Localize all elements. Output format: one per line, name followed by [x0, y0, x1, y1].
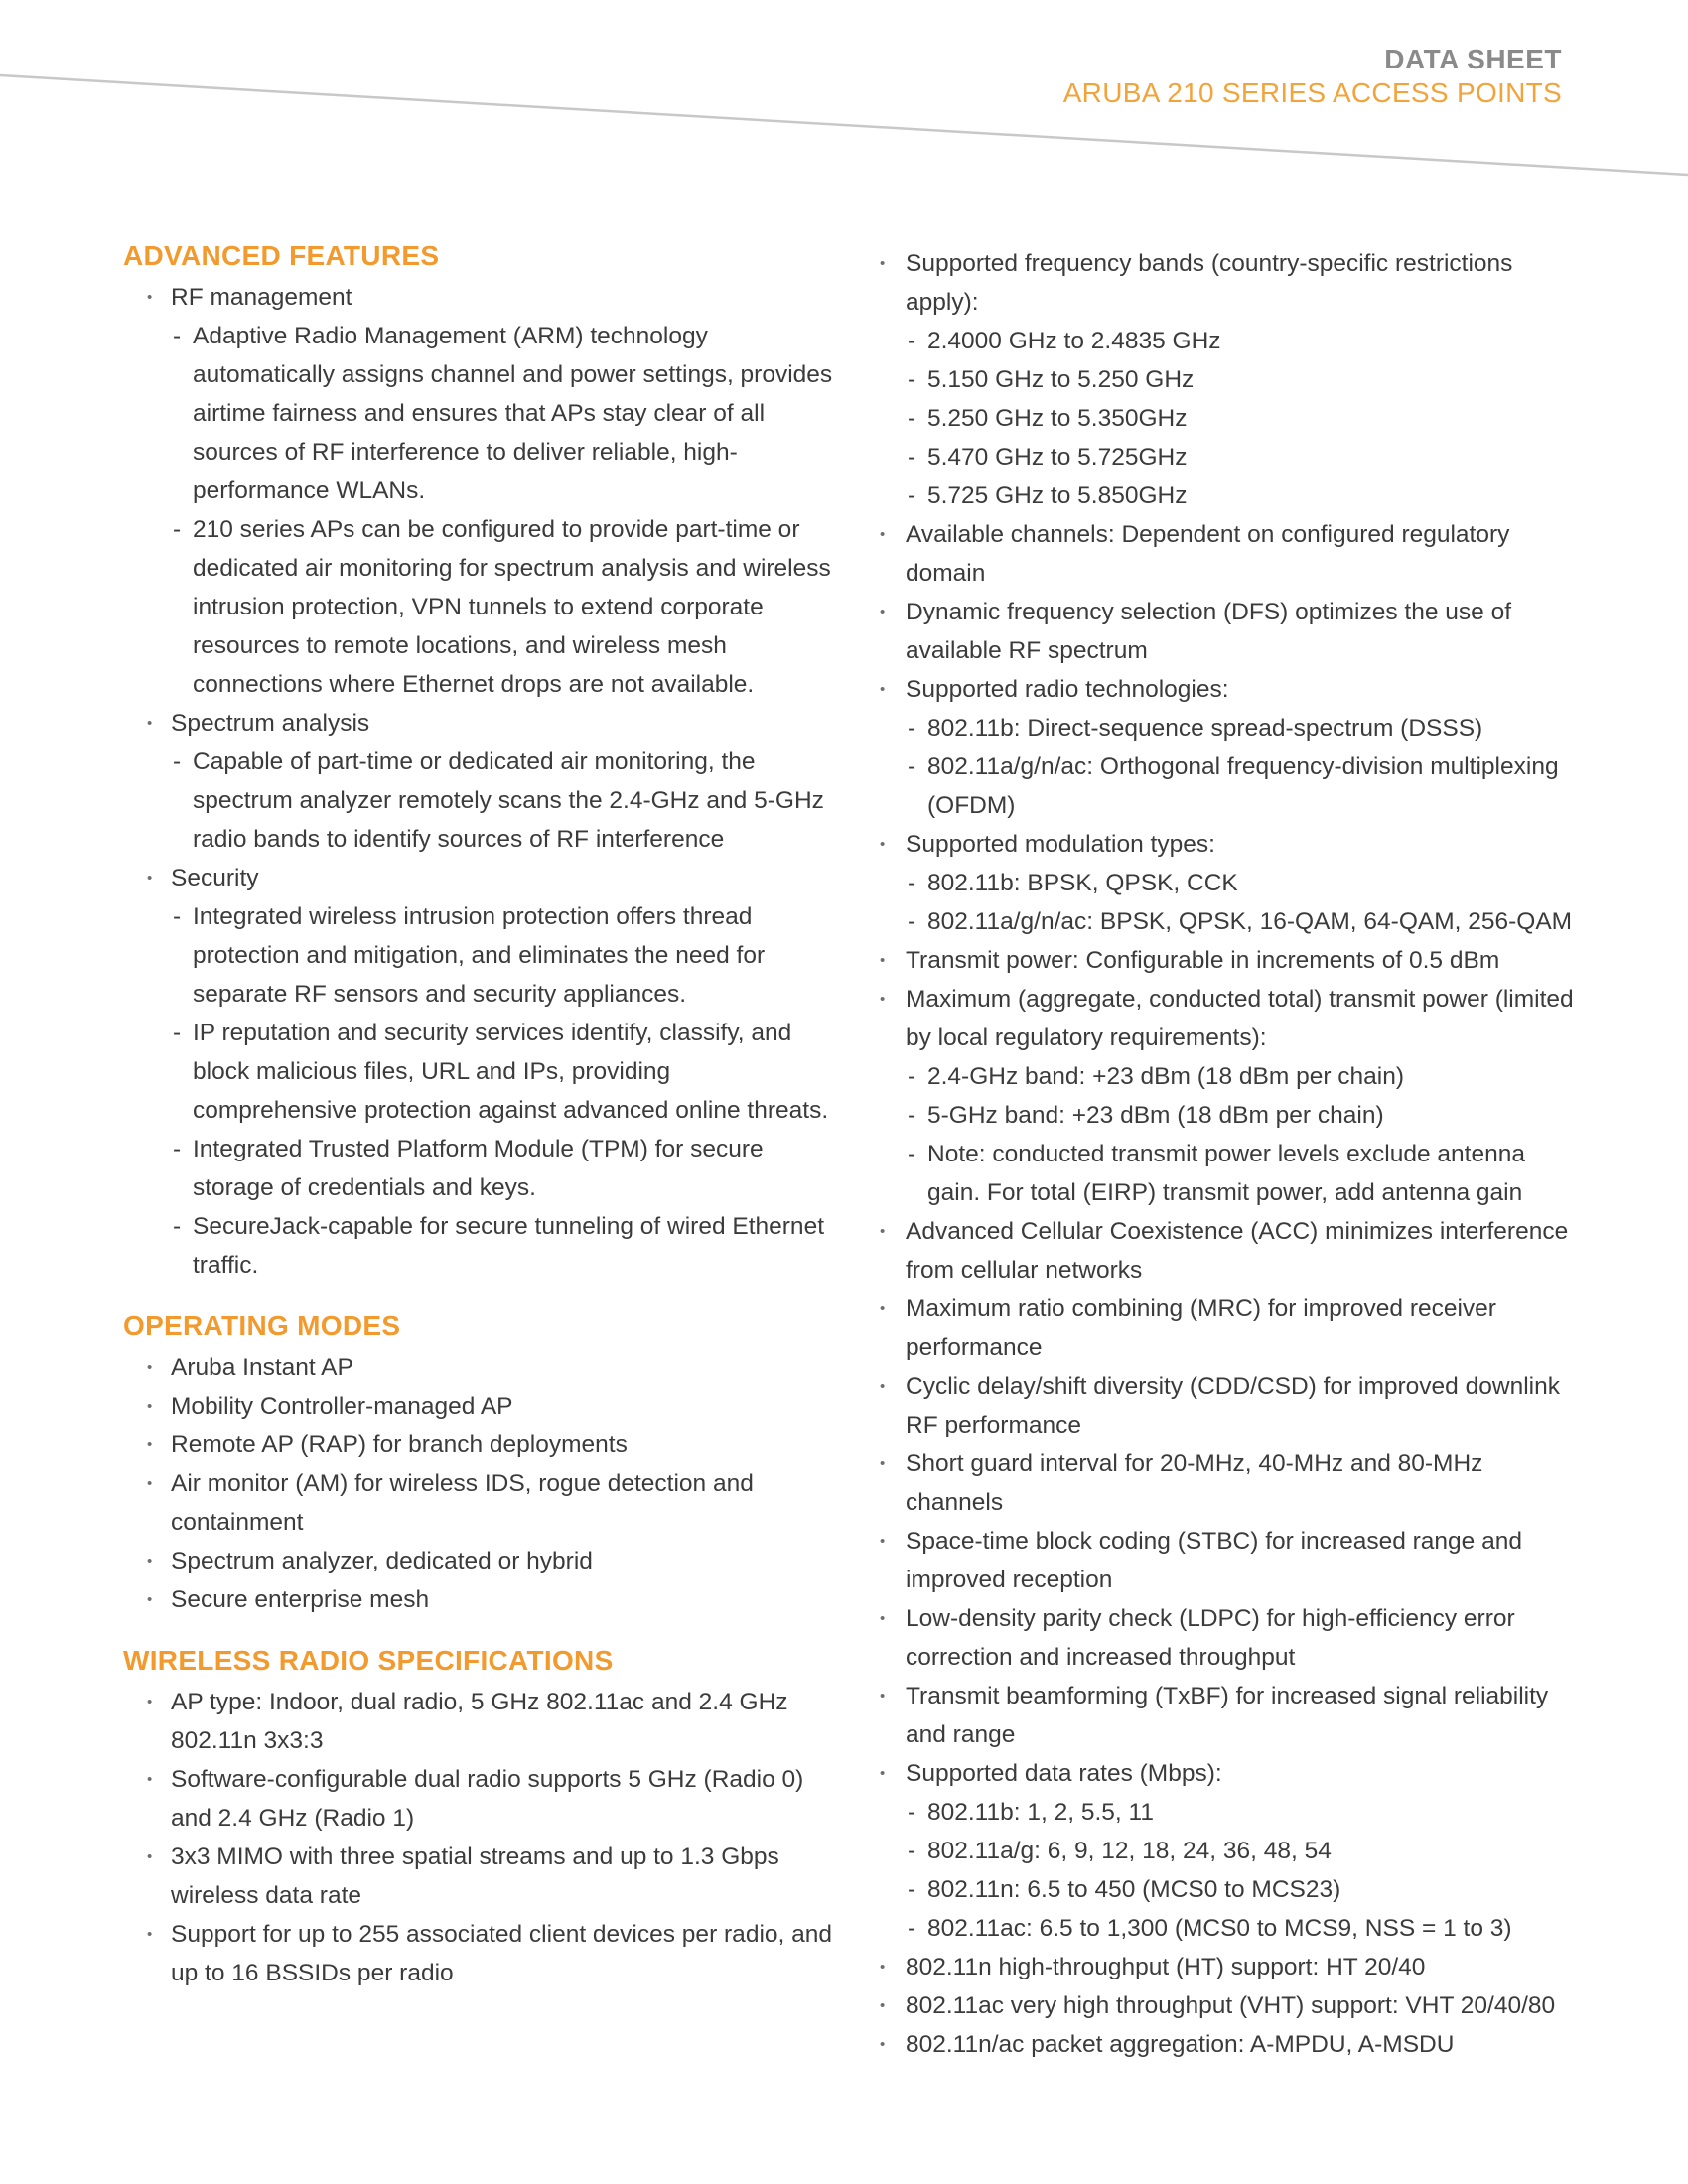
- list-item: [880, 825, 1575, 941]
- list-item: • 3x3 MIMO with three spatial streams and up to 1.3 Gbps wireless data rate: [123, 1838, 838, 1915]
- list-item: • Dynamic frequency selection (DFS) optimizes the use of available RF spectrum: [880, 593, 1575, 670]
- list-item: - 2.4000 GHz to 2.4835 GHz: [906, 322, 1575, 360]
- data-rates-label: Supported data rates (Mbps):: [906, 1760, 1222, 1787]
- list-item: • Cyclic delay/shift diversity (CDD/CSD) for improved downlink RF performance: [880, 1367, 1575, 1444]
- max-transmit-power-label: Maximum (aggregate, conducted total) transmit power (limited by local regulatory requirements):: [906, 986, 1574, 1051]
- list-item: - 802.11b: BPSK, QPSK, CCK: [906, 864, 1575, 902]
- list-item: - Capable of part-time or dedicated air monitoring, the spectrum analyzer remotely scans the 2.4-GHz and 5-GHz radio bands to identify sources of RF interference: [171, 743, 838, 859]
- list-item: [123, 704, 838, 859]
- doc-subtitle: ARUBA 210 SERIES ACCESS POINTS: [1062, 77, 1562, 108]
- operating-modes-title: OPERATING MODES: [123, 1310, 401, 1341]
- list-item: • Air monitor (AM) for wireless IDS, rogue detection and containment: [123, 1464, 838, 1542]
- list-item: • 802.11n/ac packet aggregation: A-MPDU, A-MSDU: [880, 2025, 1575, 2064]
- list-item: • Low-density parity check (LDPC) for high-efficiency error correction and increased throughput: [880, 1599, 1575, 1677]
- radio-technologies-label: Supported radio technologies:: [906, 676, 1229, 703]
- wireless-radio-specs-list: [123, 1683, 838, 1992]
- list-item: • Short guard interval for 20-MHz, 40-MHz and 80-MHz channels: [880, 1444, 1575, 1522]
- list-item: [880, 244, 1575, 515]
- list-item: - SecureJack-capable for secure tunneling of wired Ethernet traffic.: [171, 1207, 838, 1285]
- list-item: • Transmit power: Configurable in increments of 0.5 dBm: [880, 941, 1575, 980]
- advanced-features-title: ADVANCED FEATURES: [123, 240, 440, 271]
- security-label: Security: [171, 865, 259, 891]
- list-item: • Spectrum analyzer, dedicated or hybrid: [123, 1542, 838, 1580]
- wireless-radio-specs-title: WIRELESS RADIO SPECIFICATIONS: [123, 1645, 614, 1676]
- advanced-features-list: [123, 278, 838, 1285]
- list-item: [880, 670, 1575, 825]
- list-item: • 802.11n high-throughput (HT) support: HT 20/40: [880, 1948, 1575, 1986]
- list-item: • Software-configurable dual radio supports 5 GHz (Radio 0) and 2.4 GHz (Radio 1): [123, 1760, 838, 1838]
- list-item: • Aruba Instant AP: [123, 1348, 838, 1387]
- list-item: • 802.11ac very high throughput (VHT) support: VHT 20/40/80: [880, 1986, 1575, 2025]
- list-item: - Adaptive Radio Management (ARM) technology automatically assigns channel and power settings, provides airtime fairness and ensures that APs stay clear of all sources of RF interference to deliver reliable, high-performance WLANs.: [171, 317, 838, 510]
- list-item: - 5.150 GHz to 5.250 GHz: [906, 360, 1575, 399]
- modulation-types-label: Supported modulation types:: [906, 831, 1215, 858]
- list-item: - Integrated Trusted Platform Module (TPM) for secure storage of credentials and keys.: [171, 1130, 838, 1207]
- right-column: [880, 244, 1575, 2064]
- list-item: • Secure enterprise mesh: [123, 1580, 838, 1619]
- list-item: • Advanced Cellular Coexistence (ACC) minimizes interference from cellular networks: [880, 1212, 1575, 1290]
- left-column: [123, 238, 838, 1992]
- list-item: - 5.470 GHz to 5.725GHz: [906, 438, 1575, 477]
- list-item: [880, 980, 1575, 1212]
- list-item: - 802.11a/g/n/ac: BPSK, QPSK, 16-QAM, 64-QAM, 256-QAM: [906, 902, 1575, 941]
- list-item: - 802.11b: 1, 2, 5.5, 11: [906, 1793, 1575, 1832]
- list-item: • Transmit beamforming (TxBF) for increased signal reliability and range: [880, 1677, 1575, 1754]
- list-item: - 2.4-GHz band: +23 dBm (18 dBm per chain): [906, 1057, 1575, 1096]
- list-item: • Remote AP (RAP) for branch deployments: [123, 1426, 838, 1464]
- frequency-bands-label: Supported frequency bands (country-specific restrictions apply):: [906, 250, 1513, 316]
- list-item: - 802.11n: 6.5 to 450 (MCS0 to MCS23): [906, 1870, 1575, 1909]
- list-item: - 802.11ac: 6.5 to 1,300 (MCS0 to MCS9, NSS = 1 to 3): [906, 1909, 1575, 1948]
- radio-specs-continued-list: [880, 244, 1575, 2064]
- doc-type-label: DATA SHEET: [1384, 44, 1562, 74]
- list-item: - 210 series APs can be configured to provide part-time or dedicated air monitoring for spectrum analysis and wireless intrusion protection, VPN tunnels to extend corporate resources to remote locations, and wireless mesh connections where Ethernet drops are not available.: [171, 510, 838, 704]
- list-item: - 802.11a/g: 6, 9, 12, 18, 24, 36, 48, 54: [906, 1832, 1575, 1870]
- list-item: • Support for up to 255 associated client devices per radio, and up to 16 BSSIDs per radio: [123, 1915, 838, 1992]
- list-item: - 5.725 GHz to 5.850GHz: [906, 477, 1575, 515]
- spectrum-analysis-label: Spectrum analysis: [171, 710, 370, 737]
- list-item: • Space-time block coding (STBC) for increased range and improved reception: [880, 1522, 1575, 1599]
- rf-management-label: RF management: [171, 284, 352, 311]
- list-item: - IP reputation and security services identify, classify, and block malicious files, URL and IPs, providing comprehensive protection against advanced online threats.: [171, 1014, 838, 1130]
- list-item: • AP type: Indoor, dual radio, 5 GHz 802.11ac and 2.4 GHz 802.11n 3x3:3: [123, 1683, 838, 1760]
- list-item: - 802.11a/g/n/ac: Orthogonal frequency-division multiplexing (OFDM): [906, 748, 1575, 825]
- operating-modes-list: [123, 1348, 838, 1619]
- list-item: - 802.11b: Direct-sequence spread-spectrum (DSSS): [906, 709, 1575, 748]
- list-item: • Maximum ratio combining (MRC) for improved receiver performance: [880, 1290, 1575, 1367]
- list-item: [880, 1754, 1575, 1948]
- list-item: [123, 278, 838, 704]
- list-item: • Mobility Controller-managed AP: [123, 1387, 838, 1426]
- list-item: [123, 859, 838, 1285]
- list-item: - 5-GHz band: +23 dBm (18 dBm per chain): [906, 1096, 1575, 1135]
- list-item: - Integrated wireless intrusion protection offers thread protection and mitigation, and eliminates the need for separate RF sensors and security appliances.: [171, 897, 838, 1014]
- list-item: - 5.250 GHz to 5.350GHz: [906, 399, 1575, 438]
- list-item: • Available channels: Dependent on configured regulatory domain: [880, 515, 1575, 593]
- list-item: - Note: conducted transmit power levels exclude antenna gain. For total (EIRP) transmit power, add antenna gain: [906, 1135, 1575, 1212]
